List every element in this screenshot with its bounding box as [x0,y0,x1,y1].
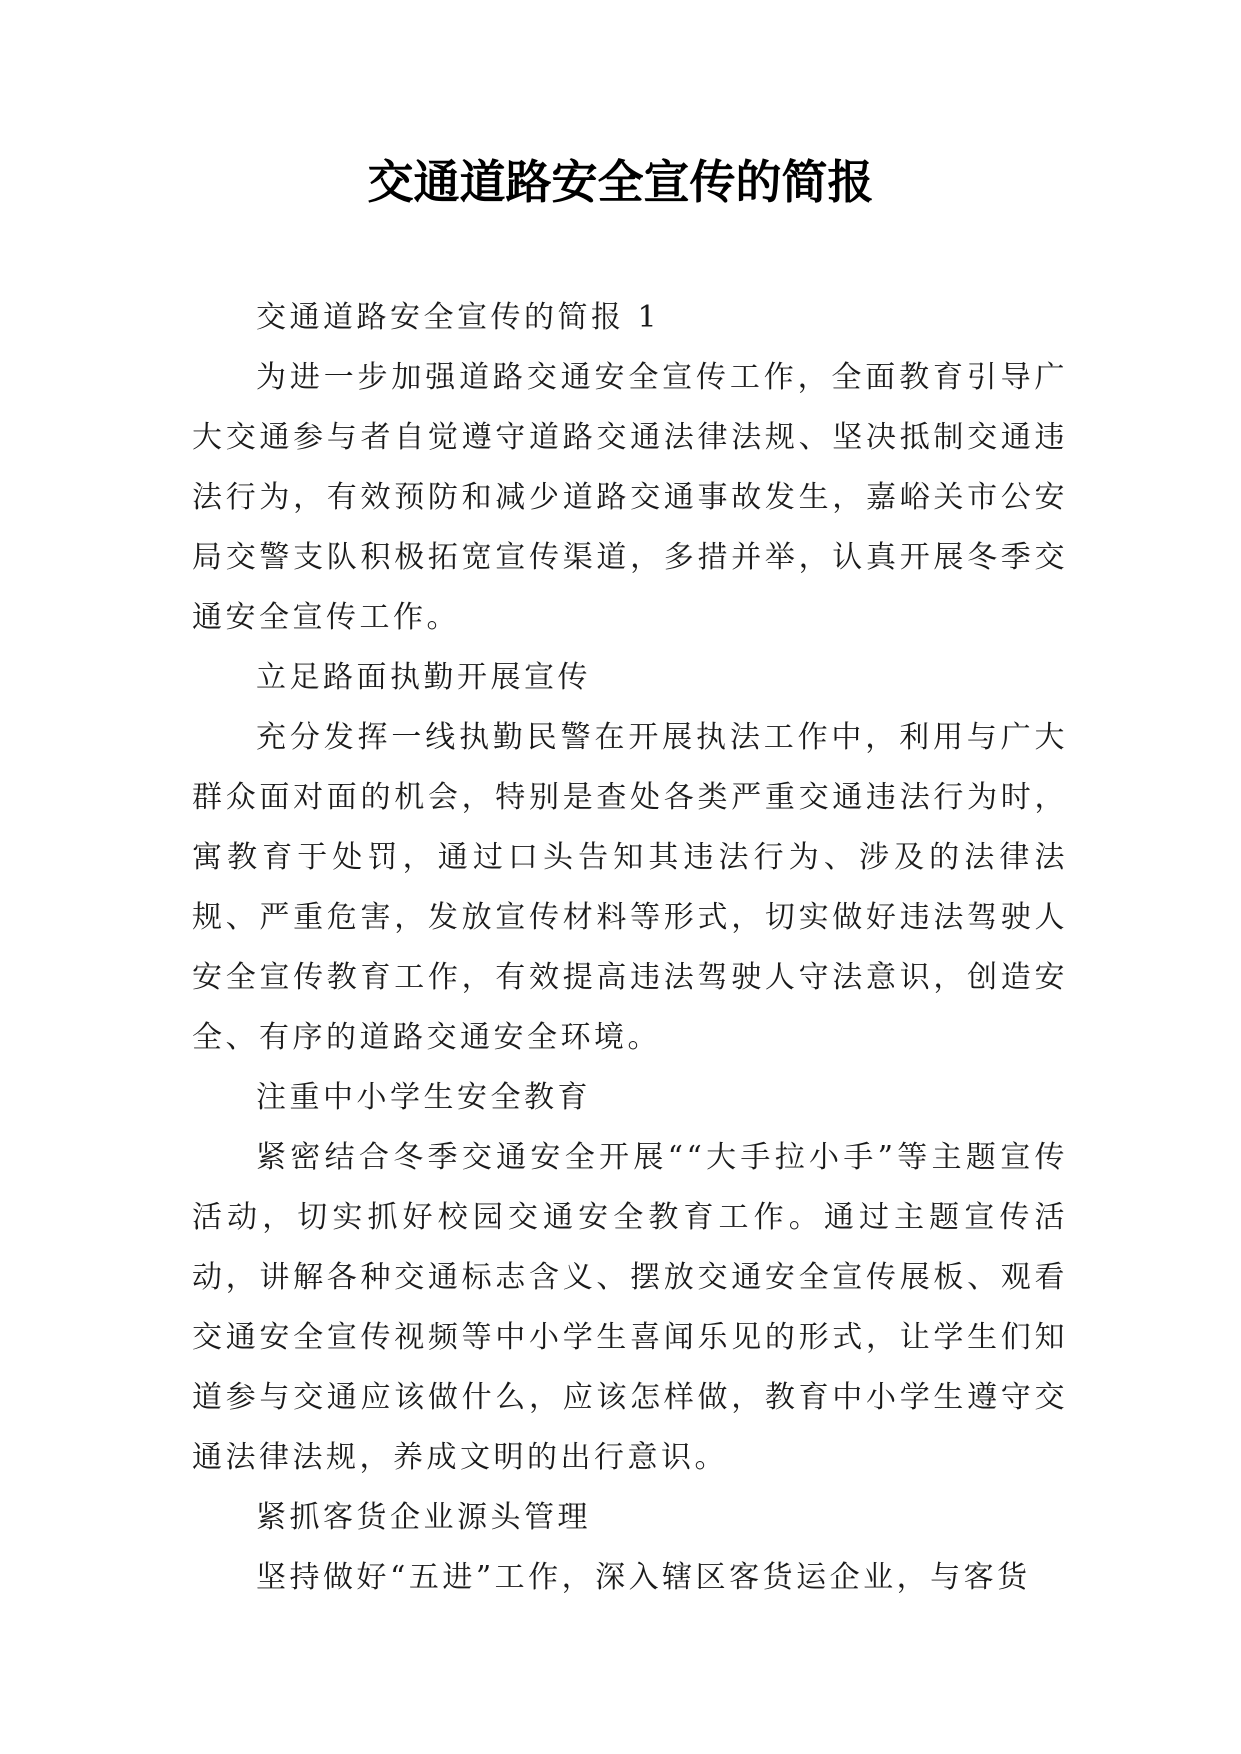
document-title: 交通道路安全宣传的简报 [367,155,874,209]
body-paragraph: 充分发挥一线执勤民警在开展执法工作中，利用与广大群众面对面的机会，特别是查处各类严重交通违法行为时，寓教育于处罚，通过口头告知其违法行为、涉及的法律法规、严重危害，发放宣传材料等形式，切实做好违法驾驶人安全宣传教育工作，有效提高违法驾驶人守法意识，创造安全、有序的道路交通安全环境。 [192,720,1068,1055]
section-heading: 紧抓客货企业源头管理 [256,1500,591,1535]
body-paragraph: 紧密结合冬季交通安全开展““大手拉小手”等主题宣传活动，切实抓好校园交通安全教育工作。通过主题宣传活动，讲解各种交通标志含义、摆放交通安全宣传展板、观看交通安全宣传视频等中小学生喜闻乐见的形式，让学生们知道参与交通应该做什么，应该怎样做，教育中小学生遵守交通法律法规，养成文明的出行意识。 [192,1140,1068,1475]
section-heading: 立足路面执勤开展宣传 [256,660,591,695]
document-body [192,288,1068,1608]
body-paragraph: 坚持做好“五进”工作，深入辖区客货运企业，与客货 [256,1560,1031,1595]
body-paragraph: 为进一步加强道路交通安全宣传工作，全面教育引导广大交通参与者自觉遵守道路交通法律法规、坚决抵制交通违法行为，有效预防和减少道路交通事故发生，嘉峪关市公安局交警支队积极拓宽宣传渠道，多措并举，认真开展冬季交通安全宣传工作。 [192,360,1068,635]
section-heading: 交通道路安全宣传的简报 1 [256,300,661,335]
section-heading: 注重中小学生安全教育 [256,1080,591,1115]
